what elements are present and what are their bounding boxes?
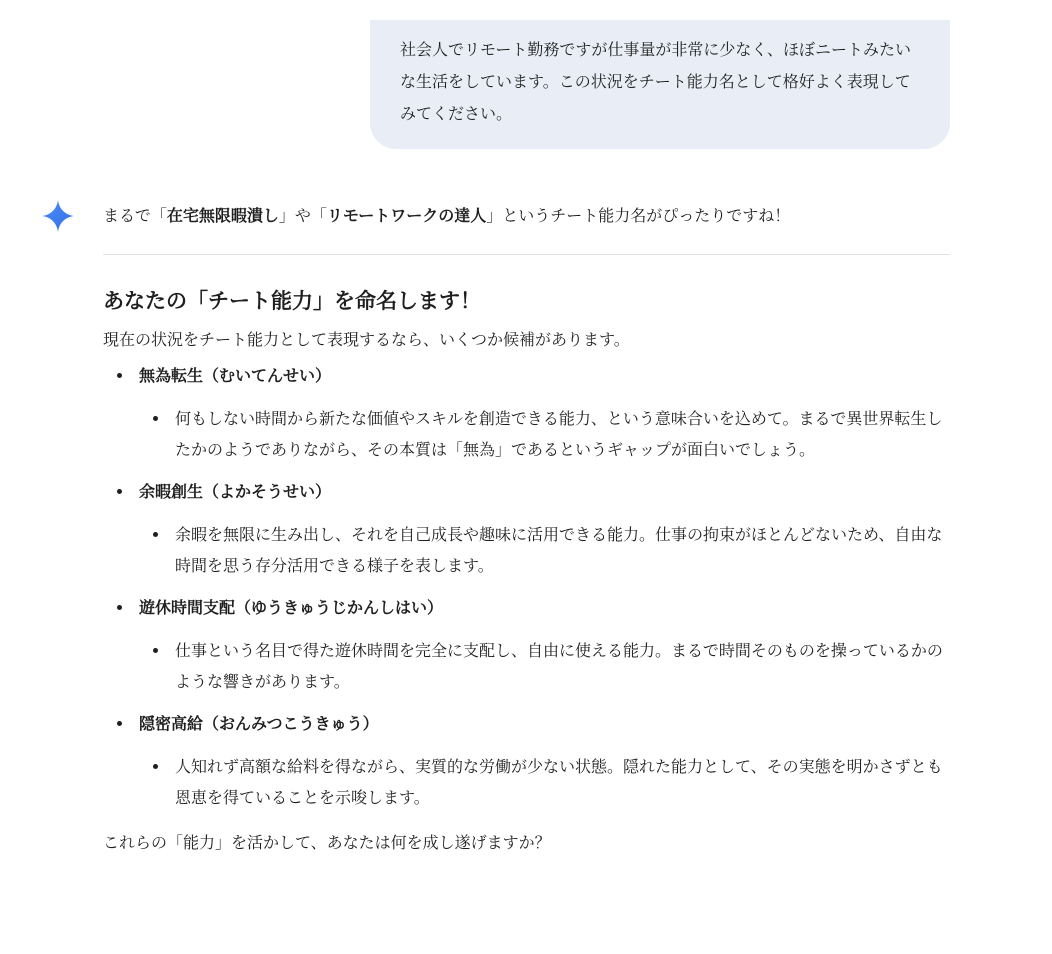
gemini-sparkle-icon	[41, 199, 75, 233]
ability-description: 何もしない時間から新たな価値やスキルを創造できる能力、という意味合いを込めて。まるで異世界転生したかのようでありながら、その本質は「無為」であるというギャップが面白いでしょう。	[139, 403, 950, 465]
summary-bold-1: 在宅無限暇潰し	[166, 206, 279, 225]
response-closing: これらの「能力」を活かして、あなたは何を成し遂げますか？	[103, 833, 551, 852]
ability-item	[103, 708, 950, 813]
summary-text-3: 」というチート能力名がぴったりですね！	[486, 206, 791, 225]
ability-title: 遊休時間支配（ゆうきゅうじかんしはい）	[139, 598, 444, 617]
ability-item	[103, 592, 950, 697]
ability-description: 仕事という名目で得た遊休時間を完全に支配し、自由に使える能力。まるで時間そのものを操っているかのような響きがあります。	[139, 635, 950, 697]
ability-item	[103, 476, 950, 581]
ability-list	[103, 360, 950, 813]
ability-title: 隠密高給（おんみつこうきゅう）	[139, 714, 379, 733]
assistant-response	[103, 198, 950, 857]
ability-sublist	[139, 403, 950, 465]
summary-text-2: 」や「	[278, 206, 327, 225]
ability-description: 余暇を無限に生み出し、それを自己成長や趣味に活用できる能力。仕事の拘束がほとんどないため、自由な時間を思う存分活用できる様子を表します。	[139, 519, 950, 581]
response-summary	[103, 198, 950, 234]
user-message-text: 社会人でリモート勤務ですが仕事量が非常に少なく、ほぼニートみたいな生活をしています。この状況をチート能力名として格好よく表現してみてください。	[400, 40, 912, 123]
response-intro: 現在の状況をチート能力として表現するなら、いくつか候補があります。	[103, 330, 630, 349]
ability-sublist	[139, 519, 950, 581]
summary-text-1: まるで「	[103, 206, 167, 225]
summary-bold-2: リモートワークの達人	[326, 206, 487, 225]
ability-title: 無為転生（むいてんせい）	[139, 366, 332, 385]
ability-sublist	[139, 635, 950, 697]
ability-sublist	[139, 751, 950, 813]
ability-item	[103, 360, 950, 465]
response-heading: あなたの「チート能力」を命名します！	[103, 289, 481, 313]
ability-title: 余暇創生（よかそうせい）	[139, 482, 332, 501]
ability-description: 人知れず高額な給料を得ながら、実質的な労働が少ない状態。隠れた能力として、その実態を明かさずとも恩恵を得ていることを示唆します。	[139, 751, 950, 813]
divider	[103, 254, 950, 255]
user-message-bubble	[370, 20, 950, 149]
